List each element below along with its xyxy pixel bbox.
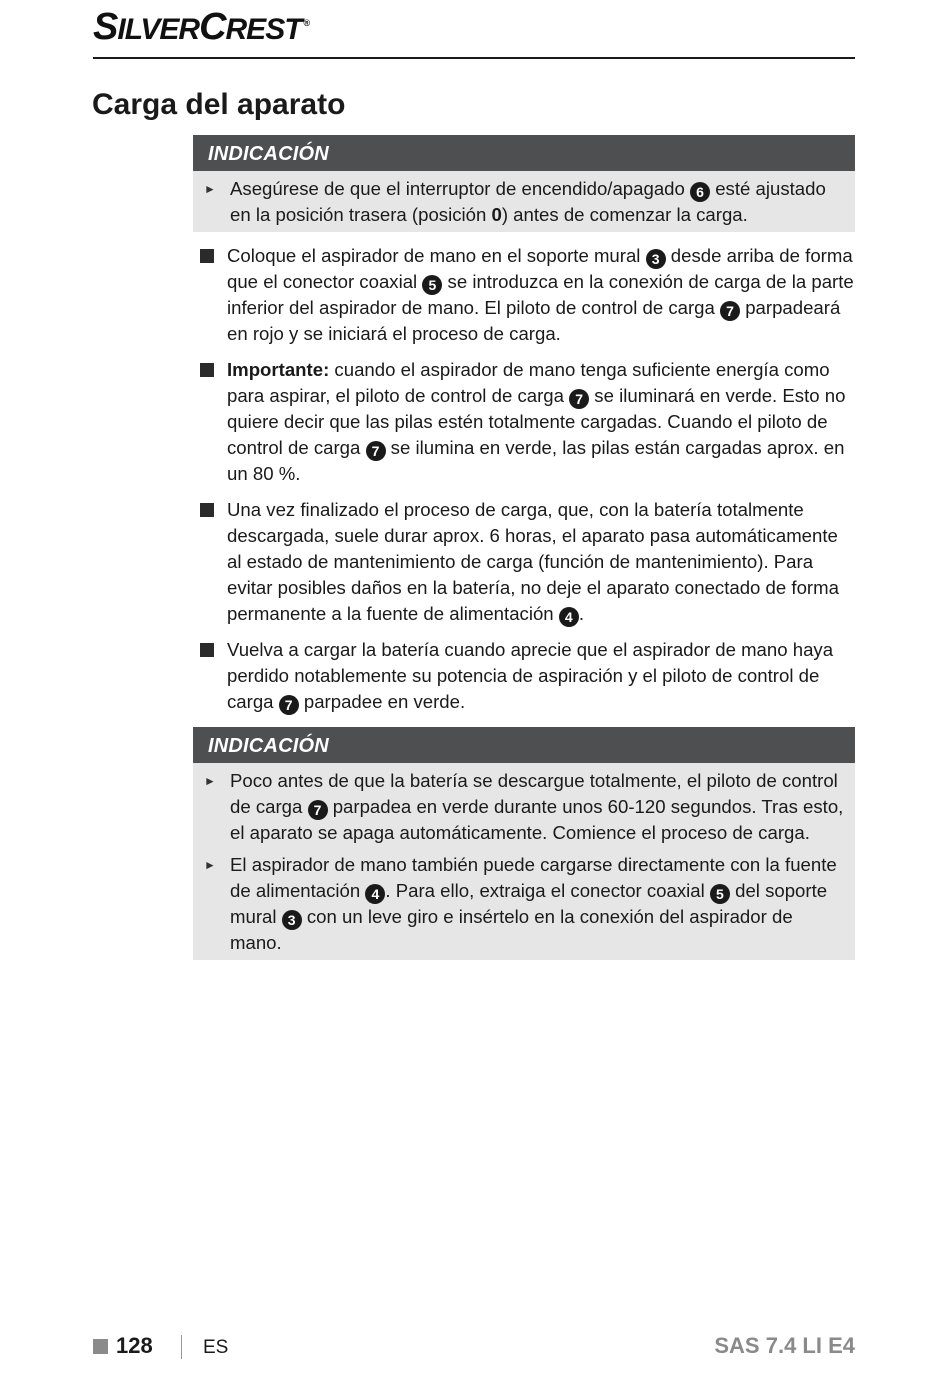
- page-number: 128: [116, 1333, 153, 1358]
- number-7-icon: 7: [366, 441, 386, 461]
- square-bullet-icon: [200, 643, 214, 657]
- square-bullet-icon: [200, 249, 214, 263]
- note-heading: INDICACIÓN: [193, 727, 855, 763]
- note-heading: INDICACIÓN: [193, 135, 855, 171]
- footer-square-icon: [93, 1339, 108, 1354]
- number-7-icon: 7: [569, 389, 589, 409]
- number-7-icon: 7: [720, 301, 740, 321]
- number-5-icon: 5: [710, 884, 730, 904]
- note-item: ► Asegúrese de que el interruptor de encendido/apagado 6 esté ajustado en la posición trasera (posición 0) antes de comenzar la carga.: [204, 178, 826, 225]
- model-name: SAS 7.4 LI E4: [714, 1333, 855, 1358]
- square-bullet-icon: [200, 363, 214, 377]
- note-item: ► El aspirador de mano también puede cargarse directamente con la fuente de alimentación 4 . Para ello, extraiga el conector coaxial 5 del soporte mural 3 con un leve giro e insértelo en la conexión del aspirador de mano.: [204, 854, 837, 953]
- square-bullet-icon: [200, 503, 214, 517]
- page-title: Carga del aparato: [92, 88, 346, 121]
- note-item: ► Poco antes de que la batería se descargue totalmente, el piloto de control de carga 7 parpadea en verde durante unos 60-120 segundos. Tras esto, el aparato se apaga automáticamente. Comience el proceso de carga.: [204, 770, 844, 843]
- number-4-icon: 4: [559, 607, 579, 627]
- number-7-icon: 7: [308, 800, 328, 820]
- brand-logo: SILVERCREST ®: [93, 6, 310, 48]
- arrow-icon: ►: [204, 774, 216, 788]
- list-item: Coloque el aspirador de mano en el soporte mural 3 desde arriba de forma que el conector coaxial 5 se introduzca en la conexión de carga de la parte inferior del aspirador de mano. El piloto de control de carga 7 parpadeará en rojo y se iniciará el proceso de carga.: [193, 243, 855, 347]
- note-box: [193, 727, 855, 960]
- language-code: ES: [203, 1337, 229, 1358]
- main-content: [193, 135, 855, 960]
- list-item: Importante: cuando el aspirador de mano tenga suficiente energía como para aspirar, el piloto de control de carga 7 se iluminará en verde. Esto no quiere decir que las pilas estén totalmente cargadas. Cuando el piloto de control de carga 7 se ilumina en verde, las pilas están cargadas aprox. en un 80 %.: [193, 357, 855, 487]
- arrow-icon: ►: [204, 182, 216, 196]
- list-item: Una vez finalizado el proceso de carga, que, con la batería totalmente descargada, suele durar aprox. 6 horas, el aparato pasa automáticamente al estado de mantenimiento de carga (función de mantenimiento). Para evitar posibles daños en la batería, no deje el aparato conectado de forma permanente a la fuente de alimentación 4 .: [193, 497, 855, 627]
- list-item: Vuelva a cargar la batería cuando aprecie que el aspirador de mano haya perdido notablemente su potencia de aspiración y el piloto de control de carga 7 parpadee en verde.: [193, 637, 855, 715]
- number-3-icon: 3: [282, 910, 302, 930]
- arrow-icon: ►: [204, 858, 216, 872]
- number-4-icon: 4: [365, 884, 385, 904]
- number-5-icon: 5: [422, 275, 442, 295]
- header-rule: [93, 57, 855, 59]
- footer-divider: [181, 1335, 182, 1359]
- number-3-icon: 3: [646, 249, 666, 269]
- number-6-icon: 6: [690, 182, 710, 202]
- number-7-icon: 7: [279, 695, 299, 715]
- note-box: [193, 135, 855, 232]
- bullet-list: [193, 232, 855, 727]
